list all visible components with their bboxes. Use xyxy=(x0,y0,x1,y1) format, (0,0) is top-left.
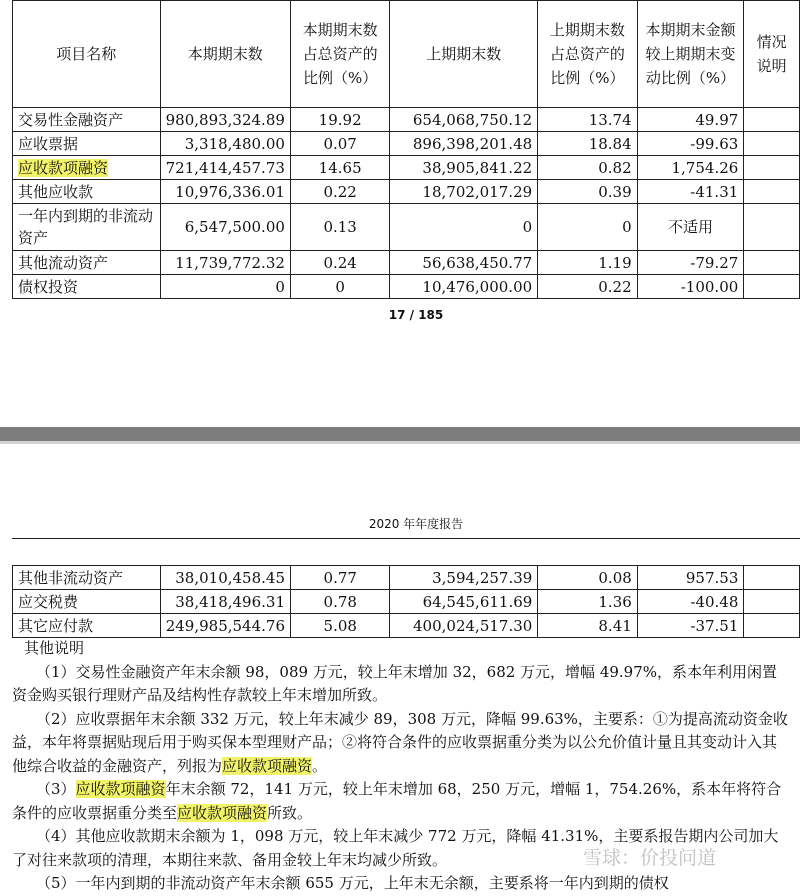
cell-value: 1,754.26 xyxy=(637,156,744,180)
note-text: 。 xyxy=(312,756,328,775)
table-row xyxy=(13,108,800,132)
cell-value: 957.53 xyxy=(637,566,744,590)
cell-value: 0 xyxy=(160,275,290,299)
cell-value: 14.65 xyxy=(290,156,389,180)
row-label: 其它应付款 xyxy=(13,614,161,638)
cell-value: 0.78 xyxy=(291,590,390,614)
cell-value: -79.27 xyxy=(637,251,744,275)
cell-value: 49.97 xyxy=(637,108,744,132)
table-row xyxy=(13,566,800,590)
header-remarks: 情况说明 xyxy=(744,1,800,108)
row-label: 债权投资 xyxy=(13,275,161,299)
header-item-name: 项目名称 xyxy=(13,1,161,108)
row-label: 交易性金融资产 xyxy=(13,108,161,132)
table-row xyxy=(13,204,800,251)
row-label: 应交税费 xyxy=(13,590,161,614)
row-label: 应收票据 xyxy=(13,132,161,156)
header-prior-ratio: 上期期末数占总资产的比例（%） xyxy=(538,1,637,108)
cell-value: 19.92 xyxy=(290,108,389,132)
cell-remark xyxy=(744,132,800,156)
cell-value: 980,893,324.89 xyxy=(160,108,290,132)
row-label: 其他流动资产 xyxy=(13,251,161,275)
cell-value: 654,068,750.12 xyxy=(390,108,538,132)
highlighted-text: 应收款项融资 xyxy=(75,780,166,798)
cell-value: 0.07 xyxy=(290,132,389,156)
cell-value: -100.00 xyxy=(637,275,744,299)
table-header-row xyxy=(13,1,800,108)
cell-remark xyxy=(744,614,800,638)
cell-remark xyxy=(744,251,800,275)
cell-value: 13.74 xyxy=(538,108,637,132)
cell-value: 721,414,457.73 xyxy=(160,156,290,180)
cell-value: 0.82 xyxy=(538,156,637,180)
cell-value: 38,010,458.45 xyxy=(160,566,290,590)
cell-value: -40.48 xyxy=(637,590,744,614)
cell-remark xyxy=(744,275,800,299)
header-rule xyxy=(12,538,800,539)
cell-remark xyxy=(744,204,800,251)
header-current-end: 本期期末数 xyxy=(160,1,290,108)
table-row xyxy=(13,590,800,614)
cell-value: 0.13 xyxy=(290,204,389,251)
table-row xyxy=(13,275,800,299)
highlighted-text: 应收款项融资 xyxy=(222,756,313,775)
note-paragraph: （4）其他应收款期末余额为 1，098 万元，较上年末减少 772 万元，降幅 41.31%，主要系报告期内公司加大了对往来款项的清理，本期往来款、备用金较上年末均减少所致。 xyxy=(12,827,779,869)
cell-value: 0.08 xyxy=(538,566,637,590)
cell-value: 0.24 xyxy=(290,251,389,275)
cell-value: 0.22 xyxy=(290,180,389,204)
note-paragraph: （1）交易性金融资产年末余额 98，089 万元，较上年末增加 32，682 万元，增幅 49.97%，系本年利用闲置资金购买银行理财产品及结构性存款较上年末增加所致。 xyxy=(12,662,778,704)
cell-remark xyxy=(744,156,800,180)
table-row xyxy=(13,156,800,180)
cell-value: 0 xyxy=(290,275,389,299)
cell-value: 10,476,000.00 xyxy=(390,275,538,299)
cell-value: 3,594,257.39 xyxy=(390,566,538,590)
table-row xyxy=(13,132,800,156)
table-row xyxy=(13,251,800,275)
note-paragraph xyxy=(12,708,788,779)
cell-value: 896,398,201.48 xyxy=(390,132,538,156)
header-prior-end: 上期期末数 xyxy=(390,1,538,108)
table-row xyxy=(13,180,800,204)
cell-value: 18,702,017.29 xyxy=(390,180,538,204)
liabilities-change-table xyxy=(12,565,800,638)
cell-value: 1.19 xyxy=(538,251,637,275)
table-row xyxy=(13,614,800,638)
cell-value: 0 xyxy=(538,204,637,251)
cell-value: 0 xyxy=(390,204,538,251)
assets-change-table xyxy=(12,0,800,299)
cell-value: 5.08 xyxy=(291,614,390,638)
note-text: 所致。 xyxy=(267,803,313,822)
cell-value: 18.84 xyxy=(538,132,637,156)
cell-value: 249,985,544.76 xyxy=(160,614,290,638)
row-label: 一年内到期的非流动资产 xyxy=(13,204,161,251)
cell-value: 38,418,496.31 xyxy=(160,590,290,614)
cell-remark xyxy=(744,108,800,132)
cell-value: 0.77 xyxy=(291,566,390,590)
cell-value: 64,545,611.69 xyxy=(390,590,538,614)
note-text: （2）应收票据年末余额 332 万元，较上年末减少 89，308 万元，降幅 99.63%，主要系：①为提高流动资金收益，本年将票据贴现后用于购买保本型理财产品；②将符合条件的应收票据重分类为以公允价值计量且其变动计入其他综合收益的金融资产，列报为 xyxy=(12,709,788,775)
cell-value: 38,905,841.22 xyxy=(390,156,538,180)
cell-value: 3,318,480.00 xyxy=(160,132,290,156)
cell-value: 56,638,450.77 xyxy=(390,251,538,275)
row-label: 其他应收款 xyxy=(13,180,161,204)
note-text: 年末余额 72，141 万元，较上年末增加 68，250 万元，增幅 1，754.26%，系本年将符合条件的应收票据重分类至 xyxy=(12,780,782,822)
cell-value: 0.39 xyxy=(538,180,637,204)
cell-value: 不适用 xyxy=(637,204,744,251)
cell-value: -41.31 xyxy=(637,180,744,204)
cell-value: -99.63 xyxy=(637,132,744,156)
page-divider-shadow xyxy=(0,441,800,444)
highlighted-text: 应收款项融资 xyxy=(177,803,268,822)
cell-remark xyxy=(744,180,800,204)
cell-value: 1.36 xyxy=(538,590,637,614)
report-running-header: 2020 年年度报告 xyxy=(368,517,464,531)
cell-value: -37.51 xyxy=(637,614,744,638)
cell-value: 400,024,517.30 xyxy=(390,614,538,638)
cell-value: 11,739,772.32 xyxy=(160,251,290,275)
row-label: 其他非流动资产 xyxy=(13,566,161,590)
cell-value: 8.41 xyxy=(538,614,637,638)
page-divider xyxy=(0,427,800,441)
highlighted-label: 应收款项融资 xyxy=(18,158,109,177)
cell-value: 10,976,336.01 xyxy=(160,180,290,204)
watermark: 雪球：价投问道 xyxy=(583,847,717,869)
header-change-ratio: 本期期末金额较上期期末变动比例（%） xyxy=(637,1,744,108)
note-text: （3） xyxy=(36,780,76,798)
note-paragraph: （5）一年内到期的非流动资产年末余额 655 万元，上年末无余额，主要系将一年内到期的债权 xyxy=(36,874,669,892)
header-current-ratio: 本期期末数占总资产的比例（%） xyxy=(290,1,389,108)
cell-remark xyxy=(744,566,800,590)
note-paragraph xyxy=(12,778,788,825)
page-number: 17 / 185 xyxy=(388,308,444,322)
notes-heading: 其他说明 xyxy=(24,639,85,657)
row-label xyxy=(13,156,161,180)
cell-value: 0.22 xyxy=(538,275,637,299)
cell-value: 6,547,500.00 xyxy=(160,204,290,251)
cell-remark xyxy=(744,590,800,614)
